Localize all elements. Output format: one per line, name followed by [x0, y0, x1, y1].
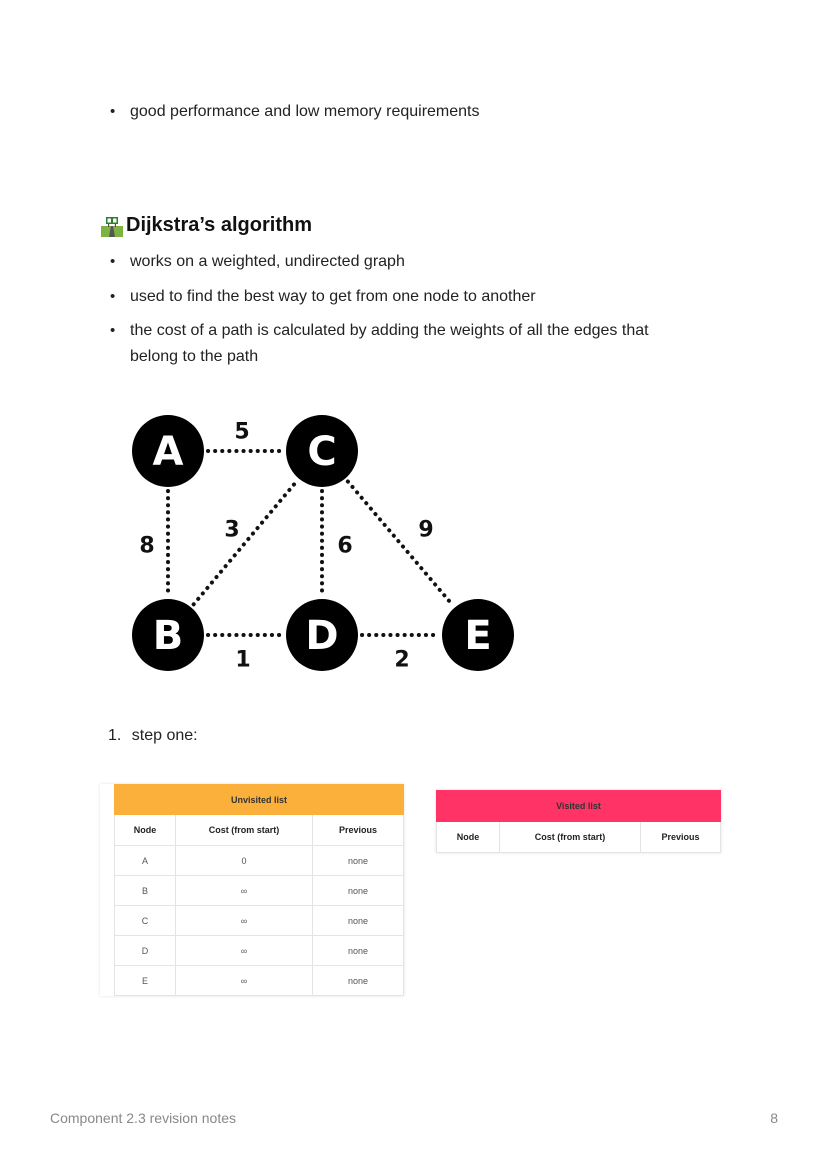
step-label — [108, 727, 198, 745]
previous-cell: none — [313, 936, 404, 966]
column-header: Previous — [641, 822, 721, 853]
table-row — [115, 966, 404, 996]
column-header: Cost (from start) — [500, 822, 641, 853]
section-title: Dijkstra’s algorithm — [126, 214, 312, 236]
previous-cell: none — [313, 906, 404, 936]
edge-weight-label: 1 — [235, 647, 251, 673]
cost-cell: ∞ — [176, 936, 313, 966]
node-label: B — [152, 613, 184, 659]
previous-cell: none — [313, 846, 404, 876]
page-number: 8 — [770, 1110, 778, 1126]
visited-table — [436, 790, 721, 853]
unvisited-table — [100, 784, 404, 996]
previous-cell: none — [313, 876, 404, 906]
node-cell: B — [115, 876, 176, 906]
edge-weight-label: 8 — [139, 533, 155, 559]
bullet-text: • good performance and low memory requirements — [130, 103, 480, 120]
table-row — [115, 846, 404, 876]
node-label: C — [307, 429, 337, 475]
cost-cell: ∞ — [176, 966, 313, 996]
node-cell: C — [115, 906, 176, 936]
edge-weight-label: 3 — [224, 517, 240, 543]
edge-weight-label: 5 — [234, 419, 250, 445]
bullet-text: • works on a weighted, undirected graph — [130, 253, 405, 270]
node-label: A — [152, 429, 184, 475]
edge-weight-label: 9 — [418, 517, 434, 543]
table-row — [115, 936, 404, 966]
column-header: Cost (from start) — [176, 815, 313, 846]
edge-b-c — [194, 482, 297, 605]
cost-cell: ∞ — [176, 906, 313, 936]
cost-cell: 0 — [176, 846, 313, 876]
step-text: step one: — [131, 727, 198, 744]
node-cell: D — [115, 936, 176, 966]
footer-title: Component 2.3 revision notes — [50, 1110, 236, 1126]
visited-title: Visited list — [437, 791, 721, 822]
node-cell: A — [115, 846, 176, 876]
node-label: E — [464, 613, 492, 659]
node-label: D — [305, 613, 339, 659]
column-header: Node — [437, 822, 500, 853]
bullet-text: • the cost of a path is calculated by adding the weights of all the edges that belong to the path — [130, 322, 649, 365]
table-row — [115, 876, 404, 906]
edge-weight-label: 2 — [394, 647, 410, 673]
column-header: Previous — [313, 815, 404, 846]
cost-cell: ∞ — [176, 876, 313, 906]
edge-c-e — [348, 482, 452, 605]
previous-cell: none — [313, 966, 404, 996]
step-number: 1. — [108, 727, 122, 744]
edge-weight-label: 6 — [337, 533, 353, 559]
node-cell: E — [115, 966, 176, 996]
bullet-text: • used to find the best way to get from one node to another — [130, 288, 536, 305]
column-header: Node — [115, 815, 176, 846]
unvisited-title: Unvisited list — [115, 785, 404, 815]
table-row — [115, 906, 404, 936]
